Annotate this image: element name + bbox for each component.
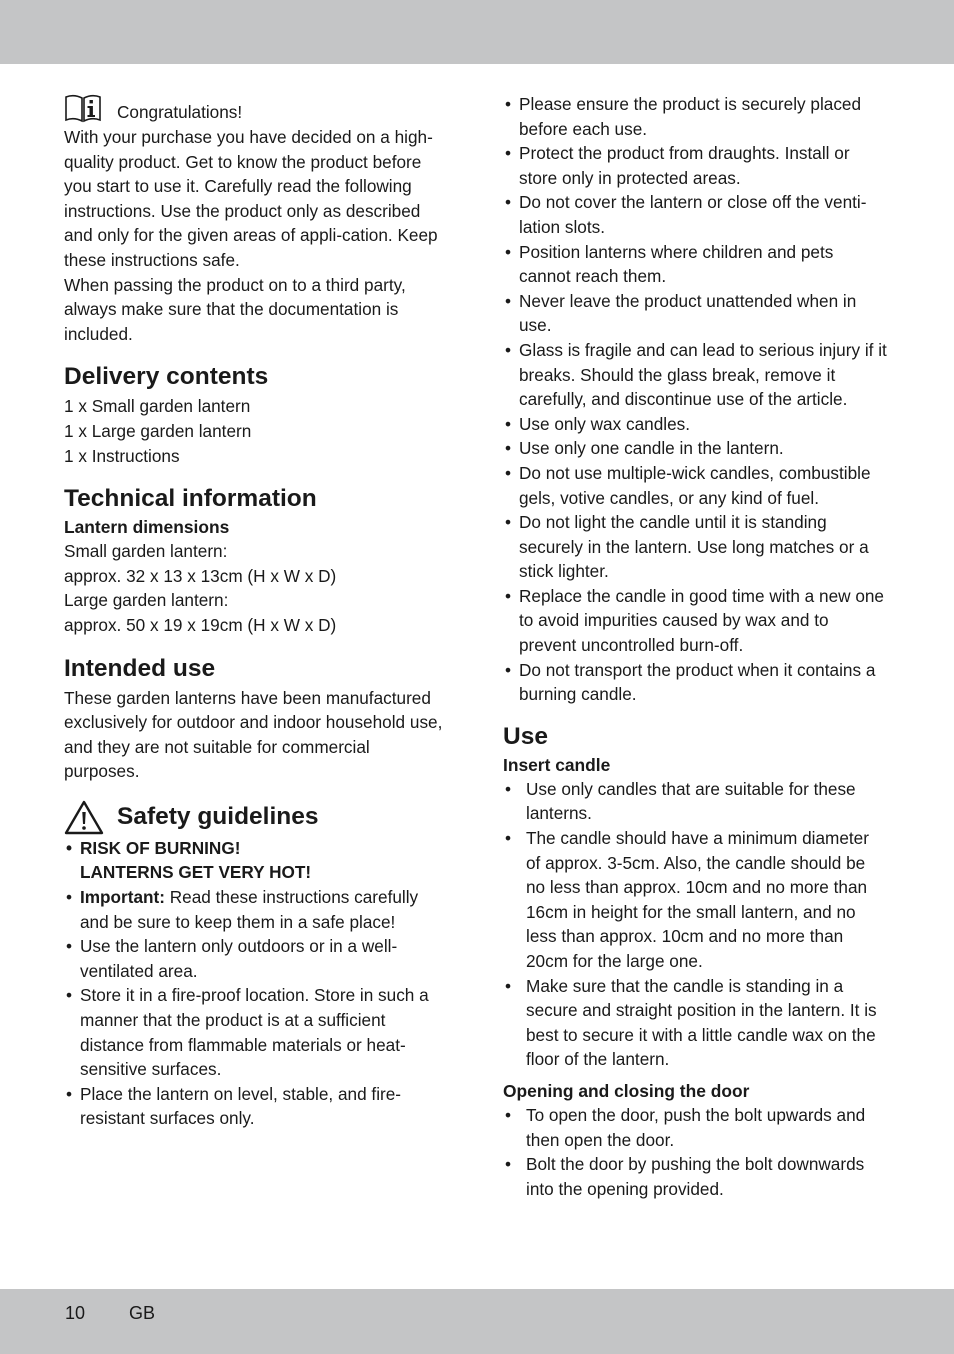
- list-item: • Store it in a fire-proof location. Store in such a manner that the product is at a sufficient distance from flammable materials or heat-sensitive surfaces.: [64, 983, 449, 1081]
- list-item: • The candle should have a minimum diameter of approx. 3-5cm. Also, the candle should be no less than approx. 10cm and no more than 16cm in height for the small lantern, and no less than approx. 10cm and no more than 20cm for the large one.: [503, 826, 888, 974]
- intro-paragraph-1: With your purchase you have decided on a high-quality product. Get to know the product before you start to use it. Carefully read the following instructions. Use the product only as described and only for the given areas of appli-cation. Keep these instructions safe.: [64, 127, 438, 270]
- list-item: • Replace the candle in good time with a new one to avoid impurities caused by wax and to prevent uncontrolled burn-off.: [503, 584, 888, 658]
- header-band: [0, 0, 954, 64]
- list-item: • Use only candles that are suitable for these lanterns.: [503, 777, 888, 826]
- dimension-line: approx. 32 x 13 x 13cm (H x W x D): [64, 565, 337, 586]
- delivery-contents-heading: Delivery contents: [64, 363, 269, 391]
- insert-candle-list: [503, 777, 888, 1072]
- safety-list-left: [64, 836, 449, 1131]
- list-item: • Never leave the product unattended when in use.: [503, 289, 888, 338]
- list-item: • Use only wax candles.: [503, 412, 888, 437]
- left-column: [64, 94, 449, 1131]
- list-item: • RISK OF BURNING! LANTERNS GET VERY HOT!: [64, 836, 449, 885]
- list-item: • Important: Read these instructions carefully and be sure to keep them in a safe place!: [64, 885, 449, 934]
- dimension-line: approx. 50 x 19 x 19cm (H x W x D): [64, 614, 337, 635]
- technical-information-heading: Technical information: [64, 485, 317, 513]
- delivery-item: 1 x Instructions: [64, 445, 180, 466]
- list-item: • Use only one candle in the lantern.: [503, 436, 888, 461]
- door-list: [503, 1103, 888, 1201]
- list-item: • To open the door, push the bolt upwards and then open the door.: [503, 1103, 888, 1152]
- intro-paragraph-2: When passing the product on to a third party, always make sure that the documentation is included.: [64, 274, 406, 344]
- page-number: 10: [65, 1303, 86, 1323]
- warning-triangle-icon: [64, 800, 104, 835]
- list-item: • Bolt the door by pushing the bolt downwards into the opening provided.: [503, 1152, 888, 1201]
- list-item: • Position lanterns where children and pets cannot reach them.: [503, 240, 888, 289]
- list-item: • Protect the product from draughts. Install or store only in protected areas.: [503, 141, 888, 190]
- book-info-icon: [64, 94, 102, 124]
- delivery-item: 1 x Large garden lantern: [64, 420, 252, 441]
- intended-use-heading: Intended use: [64, 654, 216, 682]
- dimension-line: Large garden lantern:: [64, 590, 229, 611]
- intro-heading-row: [64, 94, 449, 125]
- list-item: • Use the lantern only outdoors or in a well-ventilated area.: [64, 934, 449, 983]
- list-item: • Do not transport the product when it contains a burning candle.: [503, 658, 888, 707]
- list-item: • Do not light the candle until it is standing securely in the lantern. Use long matches or a stick lighter.: [503, 510, 888, 584]
- opening-closing-door-subheading: Opening and closing the door: [503, 1080, 750, 1101]
- list-item: • Place the lantern on level, stable, and fire-resistant surfaces only.: [64, 1082, 449, 1131]
- intro-heading: Congratulations!: [117, 102, 243, 123]
- safety-guidelines-heading-row: [64, 800, 449, 835]
- list-item: • Do not use multiple-wick candles, combustible gels, votive candles, or any kind of fuel.: [503, 461, 888, 510]
- safety-guidelines-heading: Safety guidelines: [117, 803, 319, 831]
- list-item: • Glass is fragile and can lead to serious injury if it breaks. Should the glass break, remove it carefully, and discontinue use of the article.: [503, 338, 888, 412]
- list-item: • Please ensure the product is securely placed before each use.: [503, 92, 888, 141]
- right-column: [503, 92, 888, 1201]
- use-heading: Use: [503, 722, 548, 750]
- intended-use-text: These garden lanterns have been manufactured exclusively for outdoor and indoor household use, and they are not suitable for commercial purposes.: [64, 687, 443, 782]
- insert-candle-subheading: Insert candle: [503, 754, 611, 775]
- list-item: • Do not cover the lantern or close off the venti-lation slots.: [503, 190, 888, 239]
- delivery-item: 1 x Small garden lantern: [64, 396, 251, 417]
- dimension-line: Small garden lantern:: [64, 541, 228, 562]
- list-item: • Make sure that the candle is standing in a secure and straight position in the lantern. It is best to secure it with a little candle wax on the floor of the lantern.: [503, 974, 888, 1072]
- language-code: GB: [129, 1303, 156, 1323]
- lantern-dimensions-subheading: Lantern dimensions: [64, 517, 230, 538]
- safety-list-right: [503, 92, 888, 707]
